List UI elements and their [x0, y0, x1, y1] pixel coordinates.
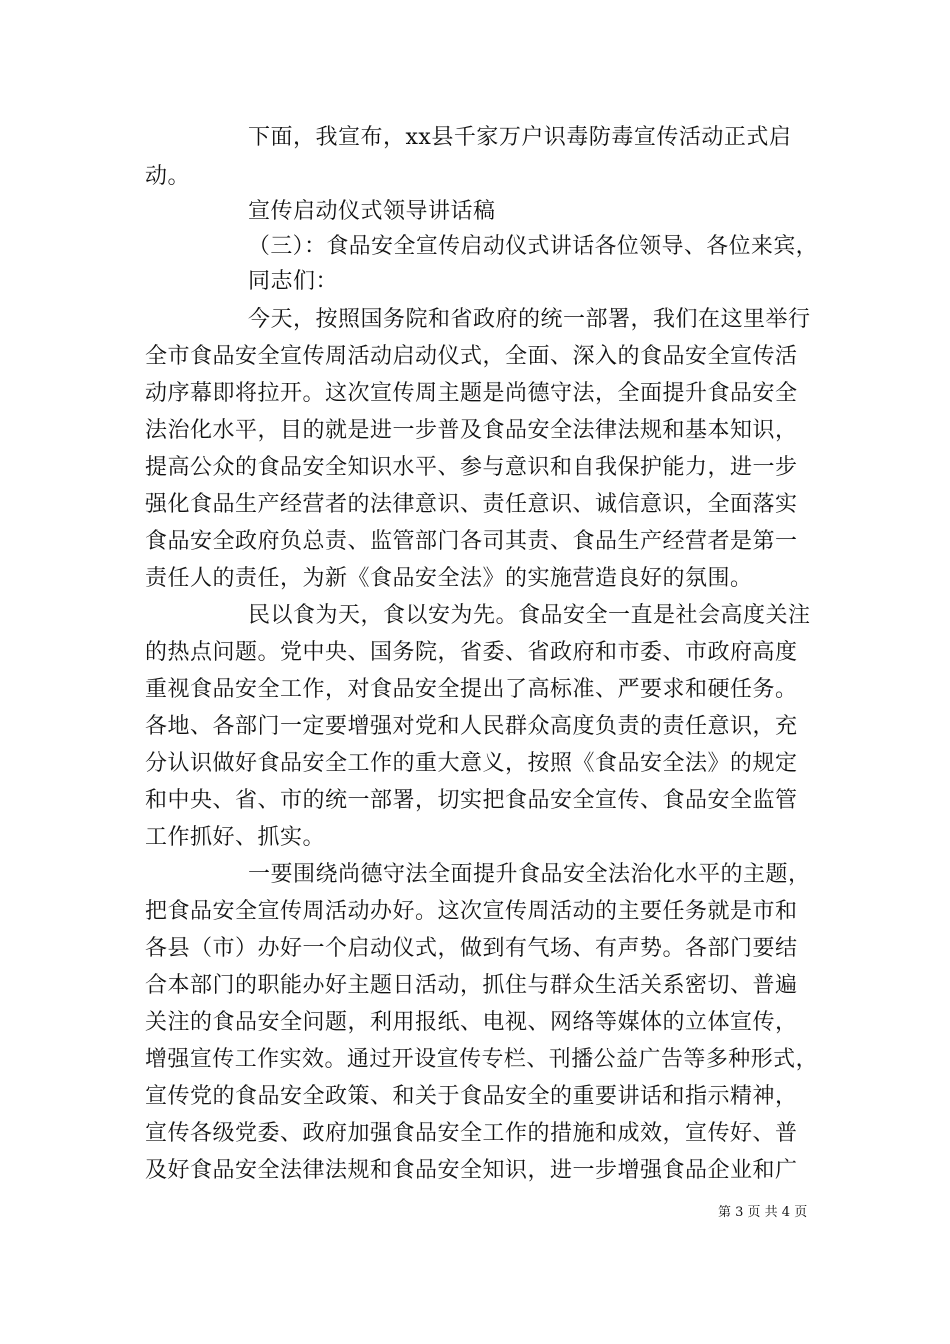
subtitle-line-1: （三）：食品安全宣传启动仪式讲话各位领导、各位来宾， — [248, 234, 819, 259]
paragraph-2-line-8: 责任人的责任，为新《食品安全法》的实施营造良好的氛围。 — [145, 566, 753, 591]
paragraph-3-line-2: 的热点问题。党中央、国务院，省委、省政府和市委、市政府高度 — [145, 640, 798, 665]
page-number-footer: 第 3 页 共 4 页 — [718, 1205, 808, 1220]
paragraph-4-line-5: 关注的食品安全问题，利用报纸、电视、网络等媒体的立体宣传， — [145, 1010, 798, 1035]
paragraph-4-line-6: 增强宣传工作实效。通过开设宣传专栏、刊播公益广告等多种形式， — [145, 1047, 819, 1072]
paragraph-1-line-1: 下面，我宣布，xx县千家万户识毒防毒宣传活动正式启 — [248, 125, 792, 150]
paragraph-4-line-9: 及好食品安全法律法规和食品安全知识，进一步增强食品企业和广 — [145, 1158, 798, 1183]
paragraph-2-line-4: 法治化水平，目的就是进一步普及食品安全法律法规和基本知识， — [145, 418, 798, 443]
paragraph-3-line-4: 各地、各部门一定要增强对党和人民群众高度负责的责任意识，充 — [145, 714, 798, 739]
paragraph-2-line-6: 强化食品生产经营者的法律意识、责任意识、诚信意识，全面落实 — [145, 492, 798, 517]
paragraph-1-line-2: 动。 — [145, 164, 191, 189]
paragraph-3-line-1: 民以食为天，食以安为先。食品安全一直是社会高度关注 — [248, 603, 811, 628]
paragraph-3-line-7: 工作抓好、抓实。 — [145, 825, 326, 850]
paragraph-2-line-3: 动序幕即将拉开。这次宣传周主题是尚德守法，全面提升食品安全 — [145, 381, 798, 406]
section-title: 宣传启动仪式领导讲话稿 — [248, 199, 496, 224]
paragraph-4-line-4: 合本部门的职能办好主题日活动，抓住与群众生活关系密切、普遍 — [145, 973, 798, 998]
paragraph-4-line-7: 宣传党的食品安全政策、和关于食品安全的重要讲话和指示精神， — [145, 1084, 798, 1109]
greeting-line: 同志们： — [248, 269, 339, 294]
paragraph-2-line-7: 食品安全政府负总责、监管部门各司其责、食品生产经营者是第一 — [145, 529, 798, 554]
paragraph-2-line-5: 提高公众的食品安全知识水平、参与意识和自我保护能力，进一步 — [145, 455, 798, 480]
paragraph-4-line-2: 把食品安全宣传周活动办好。这次宣传周活动的主要任务就是市和 — [145, 899, 798, 924]
paragraph-3-line-3: 重视食品安全工作，对食品安全提出了高标准、严要求和硬任务。 — [145, 677, 798, 702]
paragraph-2-line-1: 今天，按照国务院和省政府的统一部署，我们在这里举行 — [248, 307, 811, 332]
paragraph-4-line-8: 宣传各级党委、政府加强食品安全工作的措施和成效，宣传好、普 — [145, 1121, 798, 1146]
paragraph-4-line-1: 一要围绕尚德守法全面提升食品安全法治化水平的主题， — [248, 862, 811, 887]
paragraph-3-line-6: 和中央、省、市的统一部署，切实把食品安全宣传、食品安全监管 — [145, 788, 798, 813]
paragraph-3-line-5: 分认识做好食品安全工作的重大意义，按照《食品安全法》的规定 — [145, 751, 798, 776]
paragraph-4-line-3: 各县（市）办好一个启动仪式，做到有气场、有声势。各部门要结 — [145, 936, 798, 961]
paragraph-2-line-2: 全市食品安全宣传周活动启动仪式，全面、深入的食品安全宣传活 — [145, 344, 798, 369]
